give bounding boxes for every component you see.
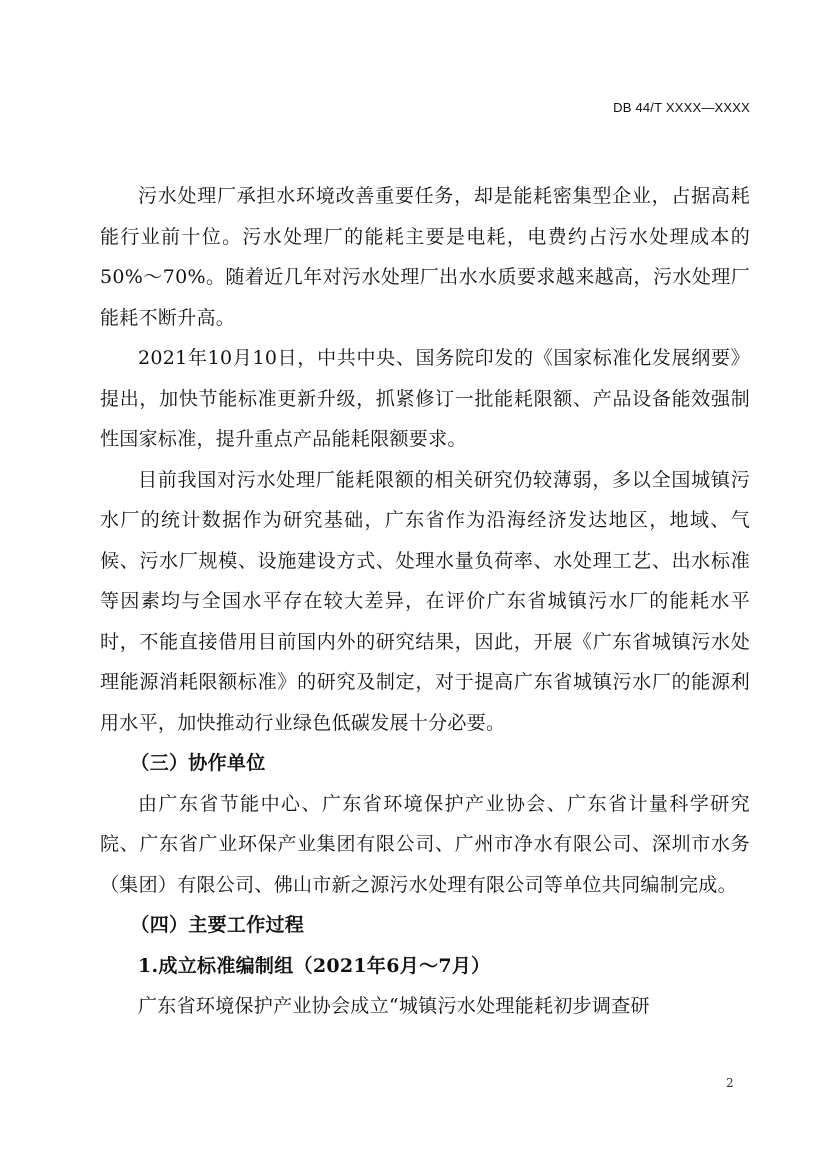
- paragraph-national-outline: 2021年10月10日，中共中央、国务院印发的《国家标准化发展纲要》提出，加快节能标准更新升级，抓紧修订一批能耗限额、产品设备能效强制性国家标准，提升重点产品能耗限额要求。: [100, 347, 750, 450]
- paragraph-survey-start: 广东省环境保护产业协会成立“城镇污水处理能耗初步调查研: [138, 995, 650, 1017]
- document-body: [100, 176, 750, 1027]
- subheading-drafting-group: 1.成立标准编制组（2021年6月～7月）: [138, 954, 491, 977]
- paragraph-energy-background: 污水处理厂承担水环境改善重要任务，却是能耗密集型企业，占据高耗能行业前十位。污水处理厂的能耗主要是电耗，电费约占污水处理成本的50%～70%。随着近几年对污水处理厂出水水质要求越来越高，污水处理厂能耗不断升高。: [100, 185, 750, 329]
- document-code: DB 44/T XXXX—XXXX: [613, 100, 750, 115]
- paragraph-research-status: 目前我国对污水处理厂能耗限额的相关研究仍较薄弱，多以全国城镇污水厂的统计数据作为研究基础，广东省作为沿海经济发达地区，地域、气候、污水厂规模、设施建设方式、处理水量负荷率、水处理工艺、出水标准等因素均与全国水平存在较大差异，在评价广东省城镇污水厂的能耗水平时，不能直接借用目前国内外的研究结果，因此，开展《广东省城镇污水处理能源消耗限额标准》的研究及制定，对于提高广东省城镇污水厂的能源利用水平，加快推动行业绿色低碳发展十分必要。: [100, 468, 750, 734]
- page-number: 2: [726, 1076, 734, 1090]
- paragraph-collaborators: 由广东省节能中心、广东省环境保护产业协会、广东省计量科学研究院、广东省广业环保产业集团有限公司、广州市净水有限公司、深圳市水务（集团）有限公司、佛山市新之源污水处理有限公司等单位共同编制完成。: [100, 792, 750, 896]
- section-heading-collaborators: （三）协作单位: [130, 752, 266, 774]
- section-heading-work-process: （四）主要工作过程: [130, 914, 305, 936]
